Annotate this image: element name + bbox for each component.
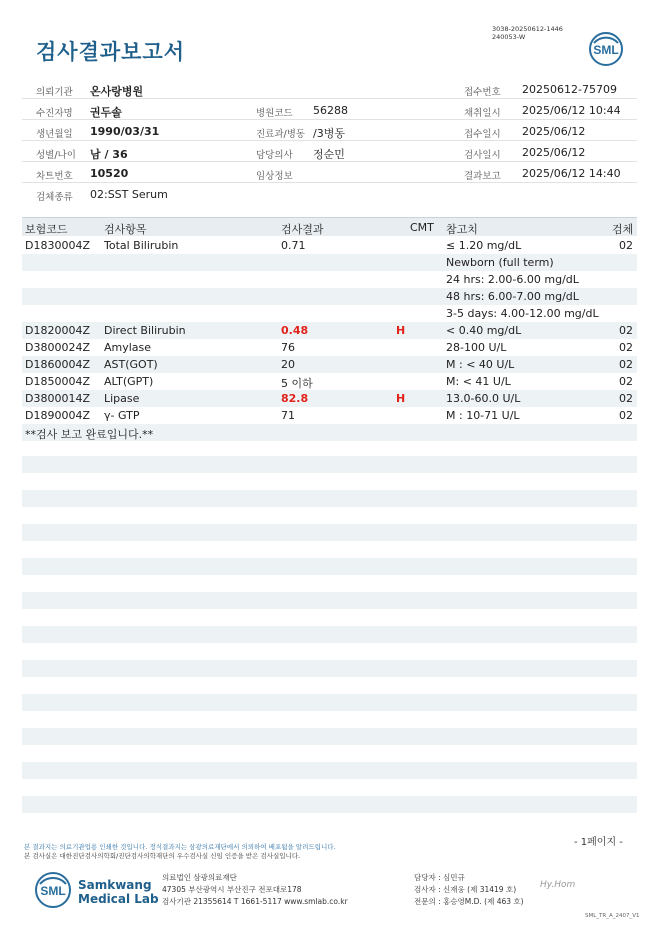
cell-result: 5 이하 bbox=[281, 377, 313, 390]
patient-label: 수진자명 bbox=[36, 108, 73, 119]
cell-item: Lipase bbox=[104, 392, 140, 405]
table-row bbox=[22, 288, 637, 305]
info-row bbox=[22, 78, 637, 99]
cell-item: ALT(GPT) bbox=[104, 375, 154, 388]
report-title: 검사결과보고서 bbox=[36, 40, 186, 64]
cell-specimen: 02 bbox=[619, 409, 633, 422]
empty-band bbox=[22, 558, 637, 575]
receipt-date-value: 2025/06/12 bbox=[522, 125, 586, 138]
chart-no-value: 10520 bbox=[90, 167, 129, 180]
table-row bbox=[22, 305, 637, 322]
info-row bbox=[22, 162, 637, 183]
patient-value: 권두솔 bbox=[90, 106, 122, 119]
cell-ref: ≤ 1.20 mg/dL bbox=[446, 239, 522, 252]
cell-code: D1890004Z bbox=[25, 409, 90, 422]
sex-age-value: 남 / 36 bbox=[90, 148, 128, 161]
cell-ref: 28-100 U/L bbox=[446, 341, 507, 354]
cell-ref: M: < 41 U/L bbox=[446, 375, 511, 388]
empty-band bbox=[22, 490, 637, 507]
cell-code: D3800024Z bbox=[25, 341, 90, 354]
cell-specimen: 02 bbox=[619, 392, 633, 405]
cell-specimen: 02 bbox=[619, 358, 633, 371]
svg-text:SML: SML bbox=[40, 884, 66, 898]
table-row bbox=[22, 373, 637, 390]
cell-specimen: 02 bbox=[619, 239, 633, 252]
svg-text:SML: SML bbox=[593, 43, 619, 57]
sml-logo bbox=[588, 31, 624, 67]
table-row bbox=[22, 322, 637, 339]
empty-row-bands bbox=[22, 456, 637, 830]
clinical-label: 임상정보 bbox=[256, 171, 293, 182]
hospital-code-label: 병원코드 bbox=[256, 108, 293, 119]
test-date-label: 검사일시 bbox=[464, 150, 501, 161]
sml-footer-logo bbox=[34, 871, 72, 909]
cell-code: D3800014Z bbox=[25, 392, 90, 405]
cell-ref: 24 hrs: 2.00-6.00 mg/dL bbox=[446, 273, 579, 286]
document-id: 3038-20250612-1446 240053-W bbox=[492, 25, 563, 41]
table-row bbox=[22, 356, 637, 373]
cell-item: AST(GOT) bbox=[104, 358, 158, 371]
table-row bbox=[22, 339, 637, 356]
brand-name: Samkwang Medical Lab bbox=[78, 878, 159, 906]
notice-certification: 본 검사실은 대한진단검사의학회/진단검사의학재단의 우수검사실 신임 인증을 받은 검사실입니다. bbox=[24, 852, 301, 860]
cell-ref: 13.0-60.0 U/L bbox=[446, 392, 521, 405]
empty-band bbox=[22, 592, 637, 609]
doctor-value: 정순민 bbox=[313, 148, 345, 161]
requester-value: 온사랑병원 bbox=[90, 85, 144, 98]
sex-age-label: 성별/나이 bbox=[36, 150, 76, 161]
empty-band bbox=[22, 694, 637, 711]
info-row bbox=[22, 99, 637, 120]
col-code-header: 보험코드 bbox=[25, 223, 68, 236]
table-row bbox=[22, 237, 637, 254]
report-date-value: 2025/06/12 14:40 bbox=[522, 167, 621, 180]
col-item-header: 검사항목 bbox=[104, 223, 147, 236]
specimen-label: 검체종류 bbox=[36, 192, 73, 203]
cell-ref: 48 hrs: 6.00-7.00 mg/dL bbox=[446, 290, 579, 303]
dept-label: 진료과/병동 bbox=[256, 129, 306, 140]
collect-date-label: 채취일시 bbox=[464, 108, 501, 119]
table-row bbox=[22, 390, 637, 407]
cell-result: 82.8 bbox=[281, 392, 309, 405]
requester-label: 의뢰기관 bbox=[36, 87, 73, 98]
info-row bbox=[22, 141, 637, 162]
completion-row bbox=[22, 424, 637, 441]
page-number: - 1페이지 - bbox=[574, 837, 623, 848]
cell-code: D1850004Z bbox=[25, 375, 90, 388]
empty-band bbox=[22, 762, 637, 779]
empty-band bbox=[22, 796, 637, 813]
cell-code: D1860004Z bbox=[25, 358, 90, 371]
completion-text: **검사 보고 완료입니다.** bbox=[25, 428, 154, 441]
results-table-body bbox=[22, 237, 637, 441]
results-table-header bbox=[22, 217, 637, 236]
birth-value: 1990/03/31 bbox=[90, 125, 160, 138]
test-date-value: 2025/06/12 bbox=[522, 146, 586, 159]
empty-band bbox=[22, 728, 637, 745]
staff-info: 담당자 : 심민규 검사자 : 신재웅 (제 31419 호) 전문의 : 홍승영M.D. (제 463 호) bbox=[414, 873, 524, 906]
cell-code: D1830004Z bbox=[25, 239, 90, 252]
form-code: SML_TR_A_2407_V1 bbox=[585, 913, 640, 919]
info-row bbox=[22, 120, 637, 141]
info-row bbox=[22, 183, 637, 204]
cell-specimen: 02 bbox=[619, 375, 633, 388]
cell-item: Total Bilirubin bbox=[104, 239, 179, 252]
col-ref-header: 참고치 bbox=[446, 223, 478, 236]
collect-date-value: 2025/06/12 10:44 bbox=[522, 104, 621, 117]
empty-band bbox=[22, 456, 637, 473]
cell-flag: H bbox=[396, 324, 406, 337]
cell-result: 76 bbox=[281, 341, 295, 354]
table-row bbox=[22, 407, 637, 424]
birth-label: 생년월일 bbox=[36, 129, 73, 140]
cell-specimen: 02 bbox=[619, 324, 633, 337]
chart-no-label: 차트번호 bbox=[36, 171, 73, 182]
doctor-label: 담당의사 bbox=[256, 150, 293, 161]
cell-ref: < 0.40 mg/dL bbox=[446, 324, 522, 337]
col-cmt-header: CMT bbox=[410, 221, 434, 234]
report-date-label: 결과보고 bbox=[464, 171, 501, 182]
cell-ref: M : < 40 U/L bbox=[446, 358, 515, 371]
hospital-code-value: 56288 bbox=[313, 104, 348, 117]
cell-code: D1820004Z bbox=[25, 324, 90, 337]
col-result-header: 검사결과 bbox=[281, 223, 324, 236]
table-row bbox=[22, 254, 637, 271]
empty-band bbox=[22, 626, 637, 643]
cell-item: Amylase bbox=[104, 341, 152, 354]
cell-item: γ- GTP bbox=[104, 409, 140, 422]
receipt-no-label: 접수번호 bbox=[464, 87, 501, 98]
empty-band bbox=[22, 524, 637, 541]
cell-ref: M : 10-71 U/L bbox=[446, 409, 520, 422]
cell-ref: Newborn (full term) bbox=[446, 256, 554, 269]
receipt-no-value: 20250612-75709 bbox=[522, 83, 617, 96]
cell-result: 20 bbox=[281, 358, 295, 371]
empty-band bbox=[22, 660, 637, 677]
specimen-value: 02:SST Serum bbox=[90, 188, 168, 201]
table-row bbox=[22, 271, 637, 288]
cell-specimen: 02 bbox=[619, 341, 633, 354]
signature: Hy.Hom bbox=[540, 880, 576, 890]
receipt-date-label: 접수일시 bbox=[464, 129, 501, 140]
dept-value: /3병동 bbox=[313, 127, 345, 140]
cell-ref: 3-5 days: 4.00-12.00 mg/dL bbox=[446, 307, 599, 320]
cell-item: Direct Bilirubin bbox=[104, 324, 186, 337]
cell-result: 0.71 bbox=[281, 239, 306, 252]
cell-result: 0.48 bbox=[281, 324, 309, 337]
cell-flag: H bbox=[396, 392, 406, 405]
cell-result: 71 bbox=[281, 409, 295, 422]
patient-info bbox=[22, 78, 637, 204]
organization-info: 의료법인 삼광의료재단 47305 부산광역시 부산진구 전포대로178 검사기관 21355614 T 1661-5117 www.smlab.co.kr bbox=[162, 873, 348, 906]
notice-official: 본 결과지는 의료기관업용 인쇄한 것입니다. 정식결과지는 삼광의료재단에서 의뢰하여 배포됨을 알려드립니다. bbox=[24, 843, 336, 851]
col-specimen-header: 검체 bbox=[612, 223, 634, 236]
